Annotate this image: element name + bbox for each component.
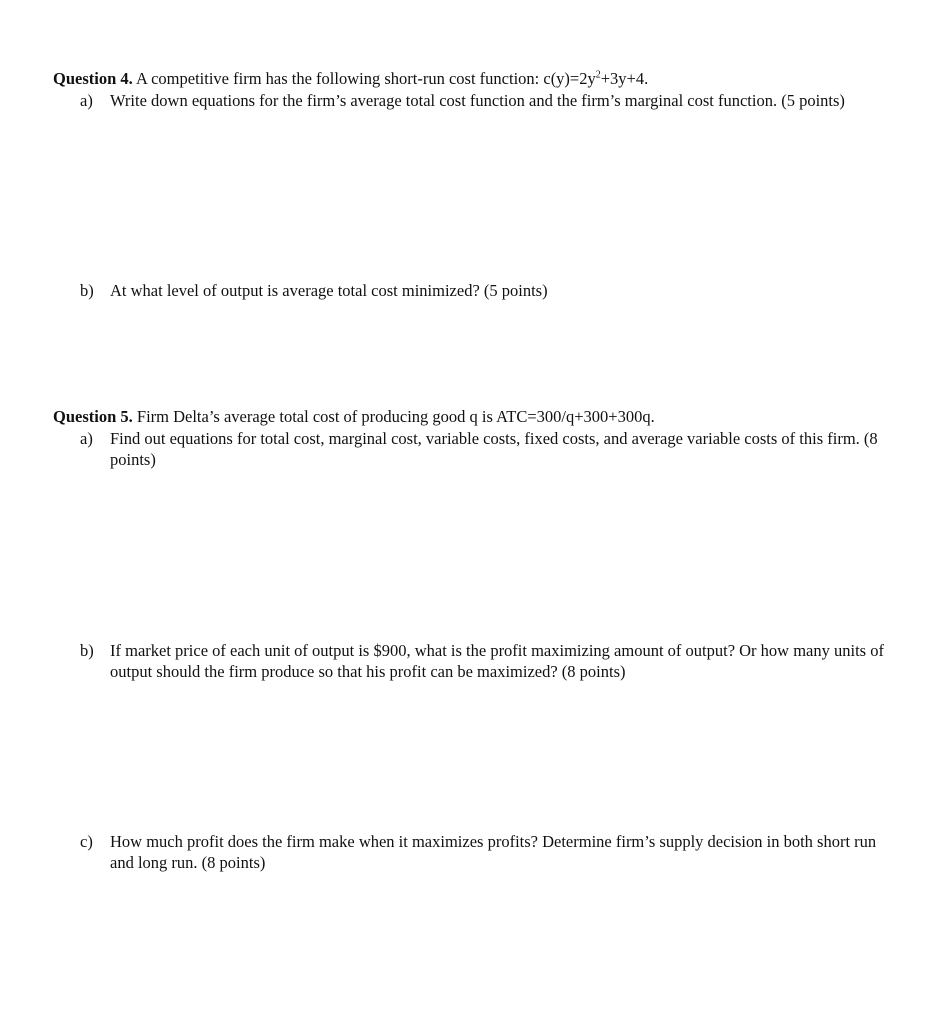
question-5-heading bbox=[53, 406, 903, 427]
question-4-text-before: A competitive firm has the following short-run cost function: c(y)=2y bbox=[132, 69, 596, 88]
part-text: How much profit does the firm make when it maximizes profits? Determine firm’s supply decision in both short run and long run. (8 points) bbox=[110, 832, 877, 872]
part-text: If market price of each unit of output is $900, what is the profit maximizing amount of output? Or how many units of output should the firm produce so that his profit can be maximized? (8 points) bbox=[110, 641, 884, 681]
question-4-part-b bbox=[80, 280, 900, 301]
part-letter: b) bbox=[80, 281, 94, 300]
part-text: At what level of output is average total cost minimized? (5 points) bbox=[110, 281, 548, 300]
question-5-label: Question 5. bbox=[53, 407, 133, 426]
part-letter: b) bbox=[80, 641, 94, 660]
question-5 bbox=[53, 406, 903, 427]
part-letter: c) bbox=[80, 832, 93, 851]
part-letter: a) bbox=[80, 429, 93, 448]
question-5-part-b bbox=[80, 640, 900, 682]
question-4-text-after: +3y+4. bbox=[600, 69, 649, 88]
question-5-part-c bbox=[80, 831, 900, 873]
question-4-label: Question 4. bbox=[53, 69, 133, 88]
part-letter: a) bbox=[80, 91, 93, 110]
part-text: Write down equations for the firm’s average total cost function and the firm’s marginal cost function. (5 points) bbox=[110, 91, 845, 110]
question-4-heading bbox=[53, 68, 903, 89]
question-4-part-a bbox=[80, 90, 900, 111]
question-4 bbox=[53, 68, 903, 89]
question-5-text: Firm Delta’s average total cost of producing good q is ATC=300/q+300+300q. bbox=[132, 407, 655, 426]
part-text: Find out equations for total cost, marginal cost, variable costs, fixed costs, and average variable costs of this firm. (8 points) bbox=[110, 429, 878, 469]
question-5-part-a bbox=[80, 428, 900, 470]
question-4-exponent: 2 bbox=[595, 69, 601, 81]
